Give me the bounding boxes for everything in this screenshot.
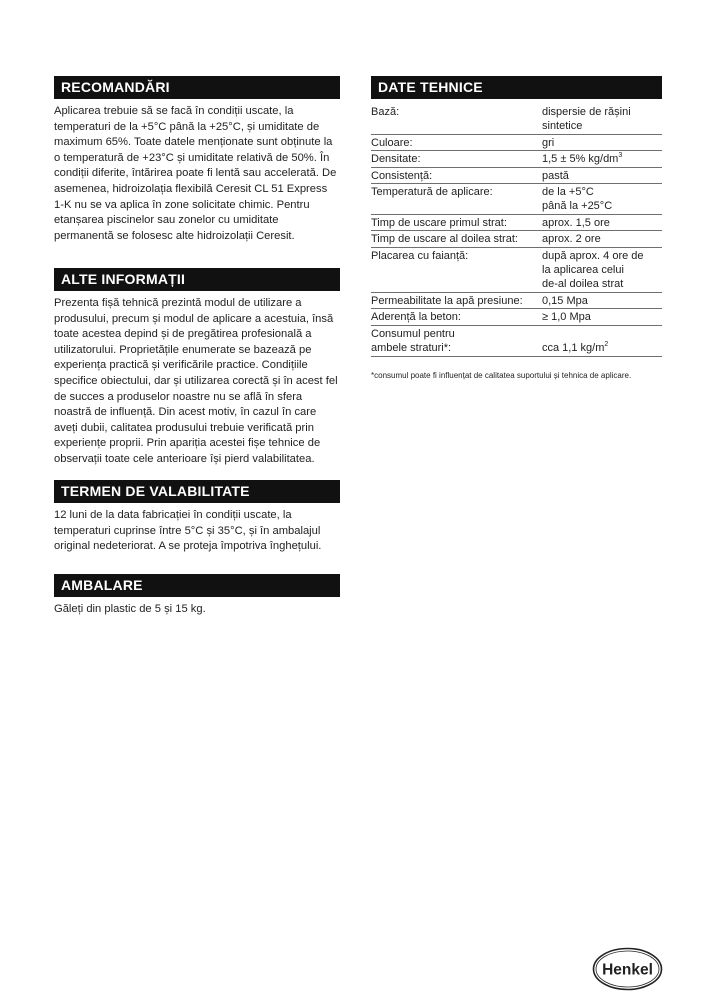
table-row-value-text: aprox. 2 ore — [542, 233, 601, 246]
table-row-value — [542, 327, 662, 356]
table-row-label: Permeabilitate la apă presiune: — [371, 294, 523, 307]
table-row-value-text: după aprox. 4 ore de la aplicarea celui de-al doilea strat — [542, 249, 644, 291]
table-row-value — [542, 152, 662, 166]
section-text-termen-valabilitate: 12 luni de la data fabricației în condiții uscate, la temperaturi cuprinse între 5°C și 35°C, și în ambalajul original nedeteriorat. A se proteja împotriva înghețului. — [54, 509, 322, 553]
left-column — [54, 76, 340, 622]
table-row-label: Densitate: — [371, 153, 421, 166]
table-row-value-text: dispersie de rășini sintetice — [542, 106, 631, 133]
table-row-label: Timp de uscare primul strat: — [371, 216, 507, 229]
table-row-value — [542, 105, 662, 134]
table-row-value-text: ≥ 1,0 Mpa — [542, 311, 591, 324]
section-recomandari — [54, 76, 340, 268]
table-row-label: Timp de uscare al doilea strat: — [371, 233, 518, 246]
table-row-label: Temperatură de aplicare: — [371, 186, 493, 199]
table-row-label: Consumul pentru ambele straturi*: — [371, 327, 455, 355]
table-row-value-superscript: 3 — [618, 152, 623, 160]
section-termen-valabilitate — [54, 480, 340, 574]
table-row-value — [542, 249, 662, 292]
section-text-alte-informatii: Prezenta fișă tehnică prezintă modul de utilizare a produsului, precum și modul de aplicare a acestuia, însă toate acestea depind și de pregătirea profesională a utilizatorului. Proprietățile enumerate se bazează pe experiența practică și verificările practice. Condițiile specifice obiectului, dar și utilizarea corectă și în acest fel de succes a produselor noastre nu se află în sfera noastră de influență. Din acest motiv, în cazul în care aveți dubii, calitatea produsului trebuie verificată prin experiențe proprii. Prin apariția acestei fișe tehnice de observații toate cele anterioare își pierd valabilitatea. — [54, 297, 338, 465]
henkel-logo-icon — [592, 947, 663, 991]
section-title-recomandari: RECOMANDĂRI — [54, 76, 340, 99]
table-row — [371, 151, 662, 167]
table-row — [371, 215, 662, 231]
table-row-value — [542, 185, 662, 214]
table-row — [371, 184, 662, 215]
table-row — [371, 168, 662, 184]
table-row-value-text: de la +5°C până la +25°C — [542, 186, 613, 213]
table-row-value-text: gri — [542, 136, 555, 149]
henkel-logo-text: Henkel — [602, 961, 653, 979]
table-row — [371, 231, 662, 247]
table-row-value — [542, 136, 662, 150]
section-text-recomandari: Aplicarea trebuie să se facă în condiții uscate, la temperaturi de la +5°C până la +25°C, și umiditate de maximum 65%. Toate datele menționate sunt obținute la o temperatură de +23°C și umiditate relativă de 50%. În condiții diferite, întărirea poate fi lentă sau accelerată. De asemenea, hidroizolația flexibilă Ceresit CL 51 Express 1-K nu se va aplica în zone solicitate chimic. Pentru etanșarea piscinelor sau zonelor cu umiditate permanentă se folosesc alte hidroizolații Ceresit. — [54, 105, 337, 242]
section-title-ambalare: AMBALARE — [54, 574, 340, 597]
table-row-value — [542, 169, 662, 183]
section-title-termen-valabilitate: TERMEN DE VALABILITATE — [54, 480, 340, 503]
table-row — [371, 293, 662, 309]
table-row — [371, 104, 662, 135]
table-row-value-text: 1,5 ± 5% kg/dm — [542, 153, 619, 166]
table-row-value — [542, 310, 662, 324]
henkel-logo — [592, 947, 663, 991]
table-row — [371, 326, 662, 357]
table-row — [371, 248, 662, 293]
section-title-date-tehnice: DATE TEHNICE — [371, 76, 662, 99]
table-row-value-text: cca 1,1 kg/m — [542, 342, 605, 355]
table-row-value-text: pastă — [542, 169, 569, 182]
table-row-value-superscript: 2 — [604, 341, 609, 349]
table-row-label: Consistență: — [371, 169, 433, 182]
table-row-value — [542, 216, 662, 230]
section-alte-informatii — [54, 268, 340, 480]
table-row — [371, 309, 662, 325]
table-row-label: Aderență la beton: — [371, 311, 461, 324]
section-title-alte-informatii: ALTE INFORMAȚII — [54, 268, 340, 291]
table-row-value — [542, 232, 662, 246]
table-row-value-text: 0,15 Mpa — [542, 294, 588, 307]
table-row-label: Culoare: — [371, 136, 413, 149]
technical-data-table — [371, 104, 662, 357]
table-row-label: Bază: — [371, 106, 400, 118]
table-row — [371, 135, 662, 151]
section-text-ambalare: Găleți din plastic de 5 și 15 kg. — [54, 603, 206, 615]
section-ambalare — [54, 574, 340, 622]
right-column — [371, 76, 662, 380]
technical-footnote: *consumul poate fi influențat de calitatea suportului și tehnica de aplicare. — [371, 370, 632, 380]
table-row-label: Placarea cu faianță: — [371, 249, 469, 262]
table-row-value — [542, 294, 662, 308]
table-row-value-text: aprox. 1,5 ore — [542, 216, 610, 229]
